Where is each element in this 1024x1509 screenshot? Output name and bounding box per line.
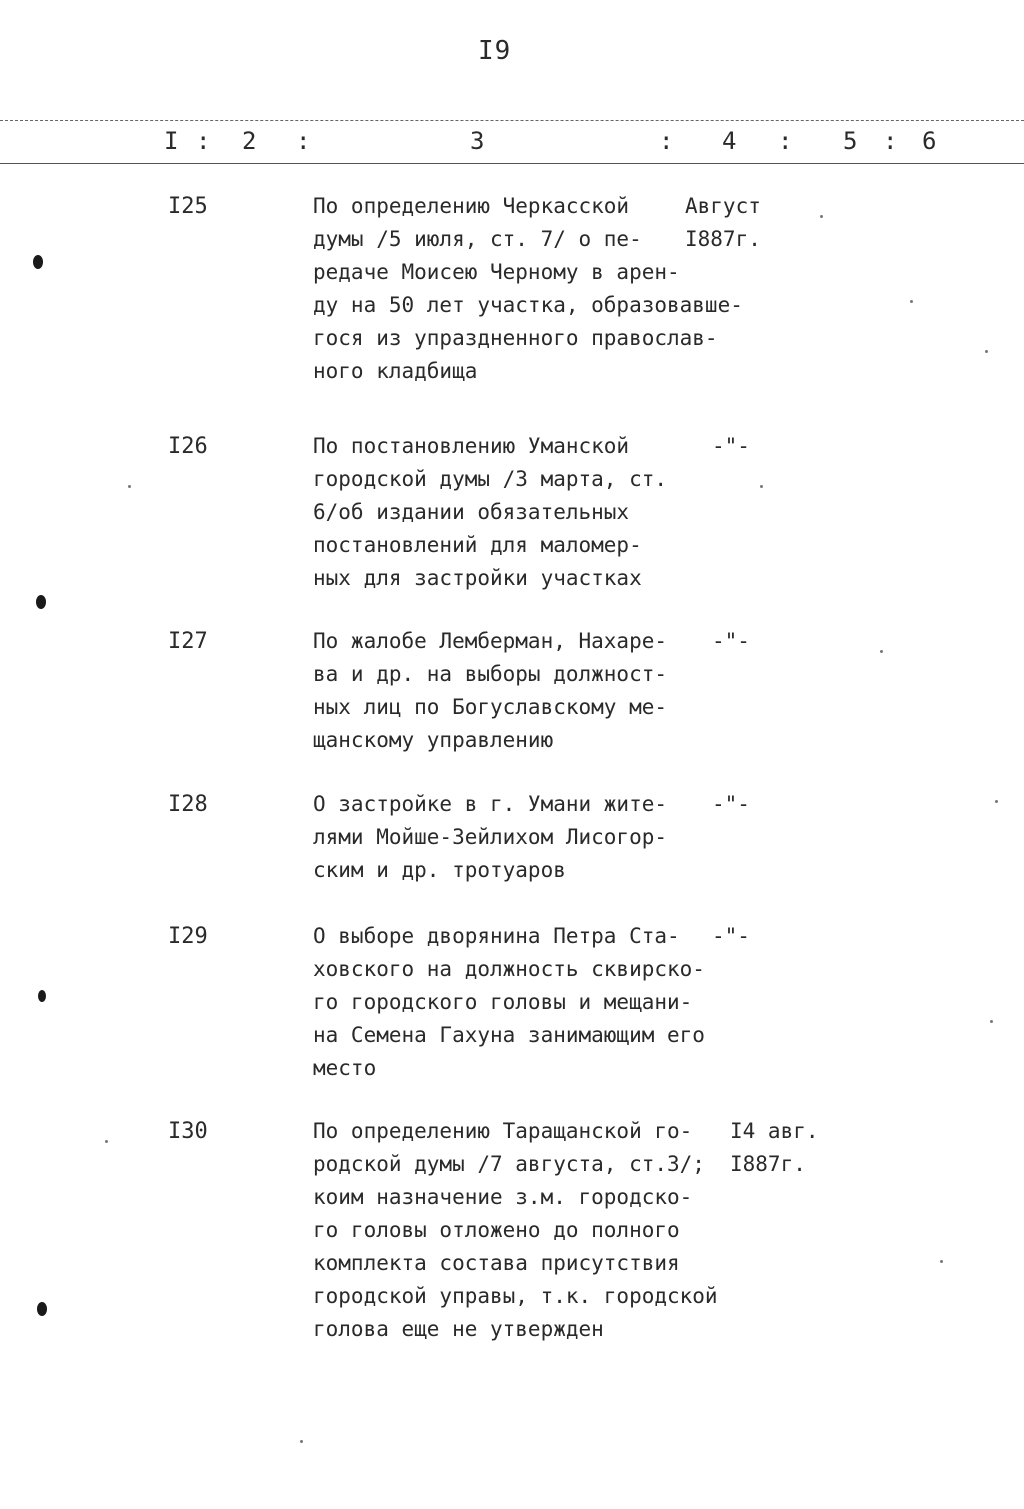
description-line: думы /5 июля, ст. 7/ о пе-	[313, 227, 642, 251]
scan-speck	[940, 1260, 943, 1263]
header-separator: :	[296, 127, 311, 155]
ditto-mark: -"-	[712, 924, 750, 948]
entry-number: I28	[168, 792, 208, 817]
description-line: на Семена Гахуна занимающим его	[313, 1023, 705, 1047]
description-line: ных лиц по Богуславскому ме-	[313, 695, 668, 719]
header-separator: :	[778, 127, 793, 155]
header-separator: :	[883, 127, 898, 155]
ditto-mark: -"-	[712, 434, 750, 458]
scan-speck	[760, 485, 763, 488]
entry-date	[712, 430, 750, 463]
entry-date	[730, 1115, 819, 1181]
ditto-mark: -"-	[712, 629, 750, 653]
scan-speck	[300, 1440, 303, 1443]
description-line: родской думы /7 августа, ст.3/;	[313, 1152, 705, 1176]
description-line: По жалобе Лемберман, Нахаре-	[313, 629, 668, 653]
scan-speck	[105, 1140, 108, 1143]
entry-description	[313, 1115, 718, 1346]
scan-speck	[910, 300, 913, 303]
entry-description	[313, 788, 713, 887]
ditto-mark: -"-	[712, 792, 750, 816]
scan-speck	[985, 350, 988, 353]
ink-blot	[33, 255, 43, 269]
entry-number: I27	[168, 629, 208, 654]
entry-number: I25	[168, 194, 208, 219]
entry-date	[712, 788, 750, 821]
page-number: I9	[478, 36, 512, 66]
description-line: постановлений для маломер-	[313, 533, 642, 557]
date-line: I887г.	[685, 227, 761, 251]
scan-speck	[880, 650, 883, 653]
description-line: голова еще не утвержден	[313, 1317, 604, 1341]
header-col-6: 6	[922, 127, 937, 155]
ink-blot	[37, 1302, 47, 1316]
description-line: го городского головы и мещани-	[313, 990, 693, 1014]
description-line: городской управы, т.к. городской	[313, 1284, 718, 1308]
ink-blot	[38, 990, 46, 1002]
entry-date	[712, 920, 750, 953]
description-line: редаче Моисею Черному в арен-	[313, 260, 680, 284]
description-line: щанскому управлению	[313, 728, 554, 752]
entry-description	[313, 625, 713, 757]
header-col-2: 2	[242, 127, 257, 155]
description-line: ским и др. тротуаров	[313, 858, 566, 882]
description-line: гося из упраздненного православ-	[313, 326, 718, 350]
description-line: О выборе дворянина Петра Ста-	[313, 924, 680, 948]
entry-description	[313, 430, 713, 595]
description-line: ду на 50 лет участка, образовавше-	[313, 293, 743, 317]
entry-number: I26	[168, 434, 208, 459]
date-line: I4 авг.	[730, 1119, 819, 1143]
scan-speck	[128, 485, 131, 488]
description-line: ховского на должность сквирско-	[313, 957, 705, 981]
header-bottom-rule	[0, 163, 1024, 164]
header-col-4: 4	[722, 127, 737, 155]
date-line: Август	[685, 194, 761, 218]
description-line: О застройке в г. Умани жите-	[313, 792, 668, 816]
description-line: го головы отложено до полного	[313, 1218, 680, 1242]
description-line: По определению Черкасской	[313, 194, 630, 218]
date-line: I887г.	[730, 1152, 806, 1176]
description-line: ва и др. на выборы должност-	[313, 662, 668, 686]
entry-number: I30	[168, 1119, 208, 1144]
description-line: 6/об издании обязательных	[313, 500, 630, 524]
description-line: ных для застройки участках	[313, 566, 642, 590]
description-line: По постановлению Уманской	[313, 434, 630, 458]
description-line: По определению Таращанской го-	[313, 1119, 693, 1143]
header-col-3: 3	[470, 127, 485, 155]
entry-date	[712, 625, 750, 658]
scan-speck	[995, 800, 998, 803]
scan-speck	[990, 1020, 993, 1023]
header-col-1: I	[164, 127, 179, 155]
entry-description	[313, 920, 713, 1085]
description-line: лями Мойше-Зейлихом Лисогор-	[313, 825, 668, 849]
description-line: комплекта состава присутствия	[313, 1251, 680, 1275]
description-line: городской думы /3 марта, ст.	[313, 467, 668, 491]
header-separator: :	[196, 127, 211, 155]
ink-blot	[36, 595, 46, 609]
scan-speck	[820, 215, 823, 218]
description-line: ного кладбища	[313, 359, 478, 383]
description-line: коим назначение з.м. городско-	[313, 1185, 693, 1209]
header-separator: :	[659, 127, 674, 155]
entry-number: I29	[168, 924, 208, 949]
entry-date	[685, 190, 761, 256]
description-line: место	[313, 1056, 377, 1080]
header-top-rule	[0, 120, 1024, 121]
header-col-5: 5	[843, 127, 858, 155]
